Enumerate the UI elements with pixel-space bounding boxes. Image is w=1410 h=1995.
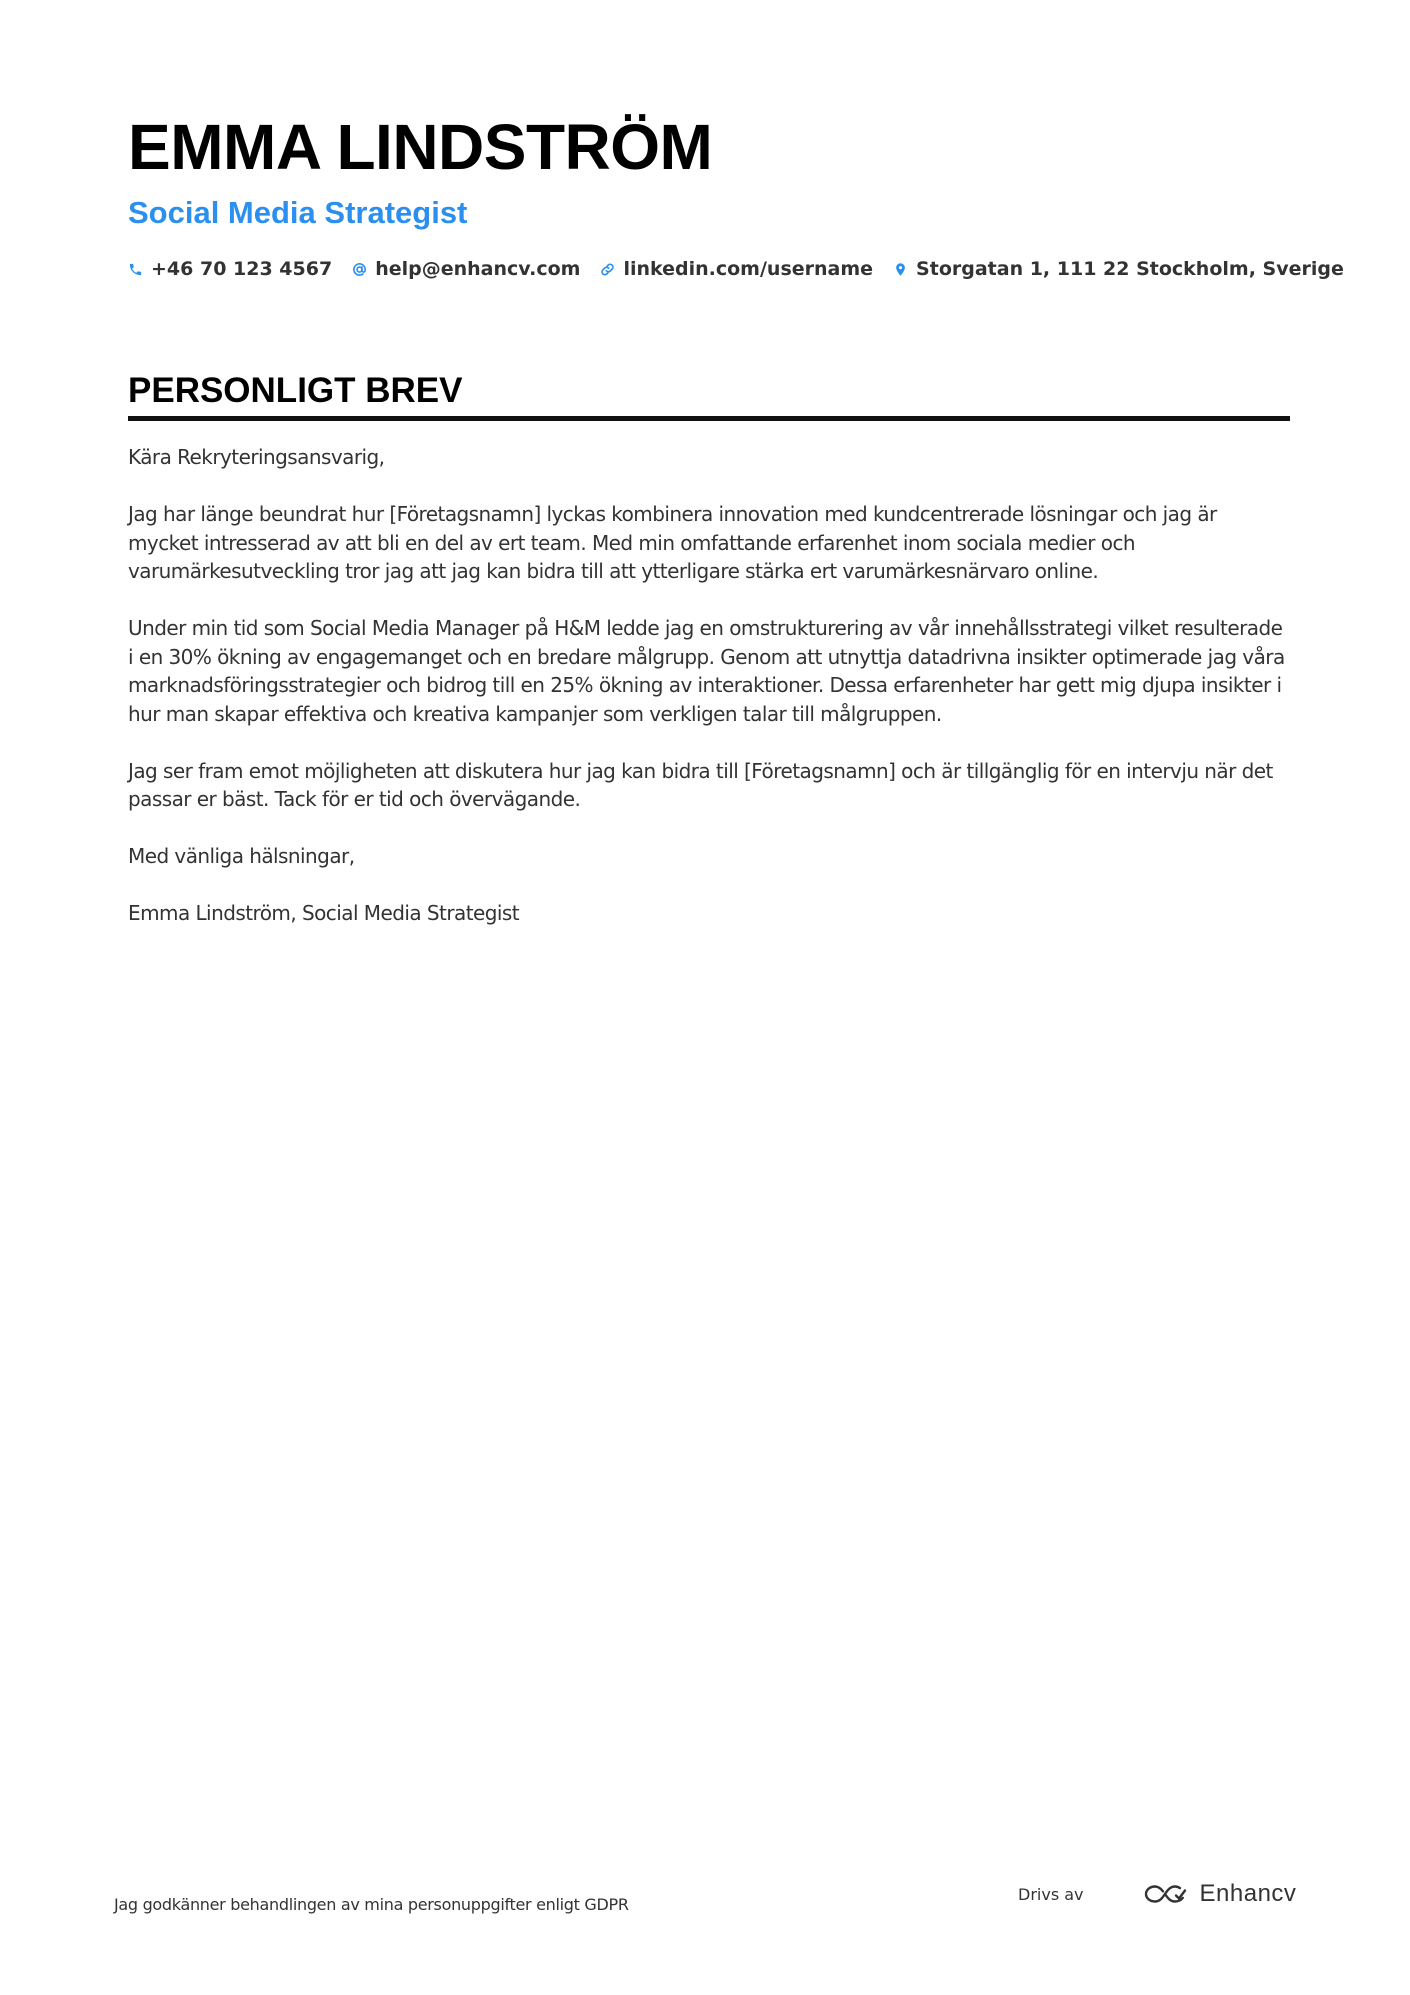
brand-name: Enhancv	[1199, 1880, 1297, 1907]
contact-email-text[interactable]: help@enhancv.com	[375, 258, 581, 280]
letter-body	[128, 443, 1290, 928]
contact-address-text: Storgatan 1, 111 22 Stockholm, Sverige	[916, 258, 1344, 280]
letter-signature: Emma Lindström, Social Media Strategist	[128, 901, 520, 925]
letter-paragraph: Under min tid som Social Media Manager på H&M ledde jag en omstrukturering av vår innehållsstrategi vilket resulterade i en 30% ökning av engagemanget och en bredare målgrupp. Genom att utnyttja datadrivna insikter optimerade jag våra marknadsföringsstrategier och bidrog till en 25% ökning av interaktioner. Dessa erfarenheter har gett mig djupa insikter i hur man skapar effektiva och kreativa kampanjer som verkligen talar till målgruppen.	[128, 616, 1285, 726]
contact-linkedin-text[interactable]: linkedin.com/username	[623, 258, 874, 280]
link-icon	[600, 262, 615, 277]
contact-email[interactable]	[352, 256, 580, 282]
letter-closing: Med vänliga hälsningar,	[128, 844, 355, 868]
cover-letter-page	[128, 110, 1344, 956]
letter-paragraph: Jag ser fram emot möjligheten att diskutera hur jag kan bidra till [Företagsnamn] och är tillgänglig för en intervju när det passar er bäst. Tack för er tid och övervägande.	[128, 758, 1273, 811]
powered-by	[1018, 1880, 1296, 1908]
letter-paragraph: Jag har länge beundrat hur [Företagsnamn] lyckas kombinera innovation med kundcentrerade lösningar och jag är mycket intresserad av att bli en del av ert team. Med min omfattande erfarenhet inom sociala medier och varumärkesutveckling tror jag att jag kan bidra till att ytterligare stärka ert varumärkesnärvaro online.	[128, 502, 1217, 583]
candidate-name: EMMA LINDSTRÖM	[128, 111, 713, 183]
contact-bar	[128, 256, 1344, 282]
enhancv-logo-icon	[1142, 1881, 1188, 1907]
at-sign-icon	[352, 262, 367, 277]
contact-linkedin[interactable]	[600, 256, 873, 282]
contact-phone	[128, 256, 332, 282]
location-pin-icon	[893, 262, 908, 277]
contact-address	[893, 256, 1344, 282]
candidate-role: Social Media Strategist	[128, 195, 468, 230]
contact-phone-text: +46 70 123 4567	[151, 258, 333, 280]
section-divider	[128, 416, 1290, 421]
letter-greeting: Kära Rekryteringsansvarig,	[128, 445, 385, 469]
powered-by-label: Drivs av	[1018, 1884, 1084, 1904]
gdpr-consent: Jag godkänner behandlingen av mina personuppgifter enligt GDPR	[114, 1895, 629, 1914]
phone-icon	[128, 262, 143, 277]
brand-logo[interactable]	[1142, 1880, 1297, 1908]
section-title: PERSONLIGT BREV	[128, 371, 463, 410]
